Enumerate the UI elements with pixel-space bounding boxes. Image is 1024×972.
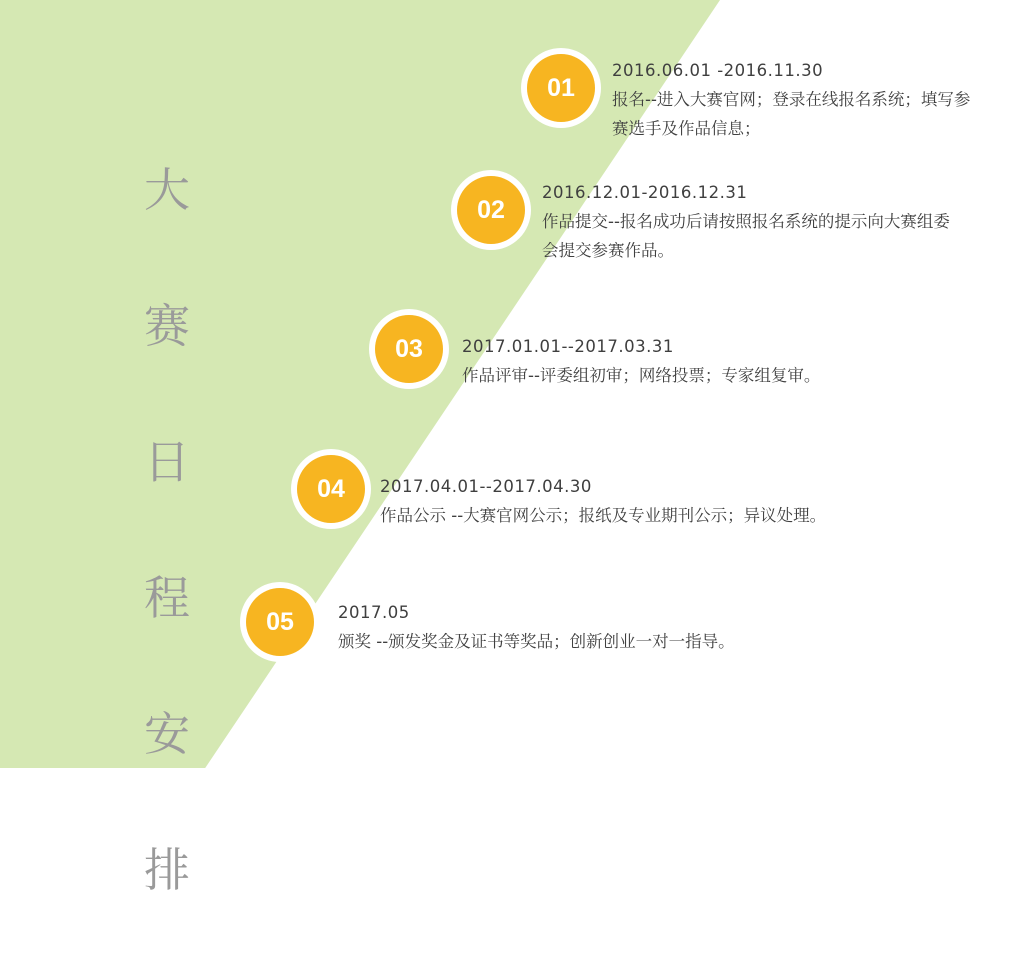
timeline-text-01 [612, 56, 972, 143]
timeline-text-04 [380, 472, 940, 530]
timeline-badge-04[interactable]: 04 [297, 455, 365, 523]
timeline-badge-03[interactable]: 03 [375, 315, 443, 383]
timeline-date-04: 2017.04.01--2017.04.30 [380, 477, 592, 496]
title-char: 大 [144, 163, 192, 217]
page-title [128, 88, 208, 972]
timeline-text-03 [462, 332, 922, 390]
timeline-badge-01[interactable]: 01 [527, 54, 595, 122]
title-char: 安 [144, 707, 192, 761]
title-char: 程 [144, 571, 192, 625]
timeline-desc-05: 颁奖 --颁发奖金及证书等奖品；创新创业一对一指导。 [338, 632, 735, 651]
timeline-date-05: 2017.05 [338, 603, 410, 622]
timeline-date-02: 2016.12.01-2016.12.31 [542, 183, 748, 202]
timeline-text-05 [338, 598, 898, 656]
timeline-date-01: 2016.06.01 -2016.11.30 [612, 61, 824, 80]
timeline-desc-01: 报名--进入大赛官网；登录在线报名系统；填写参赛选手及作品信息； [612, 90, 971, 138]
timeline-desc-03: 作品评审--评委组初审；网络投票；专家组复审。 [462, 366, 821, 385]
timeline-text-02 [542, 178, 962, 265]
timeline-date-03: 2017.01.01--2017.03.31 [462, 337, 674, 356]
title-char: 日 [144, 435, 192, 489]
timeline-badge-02[interactable]: 02 [457, 176, 525, 244]
title-char: 排 [144, 843, 192, 897]
title-char: 赛 [144, 299, 192, 353]
timeline-desc-02: 作品提交--报名成功后请按照报名系统的提示向大赛组委会提交参赛作品。 [542, 212, 950, 260]
timeline-desc-04: 作品公示 --大赛官网公示；报纸及专业期刊公示；异议处理。 [380, 506, 827, 525]
timeline-badge-05[interactable]: 05 [246, 588, 314, 656]
